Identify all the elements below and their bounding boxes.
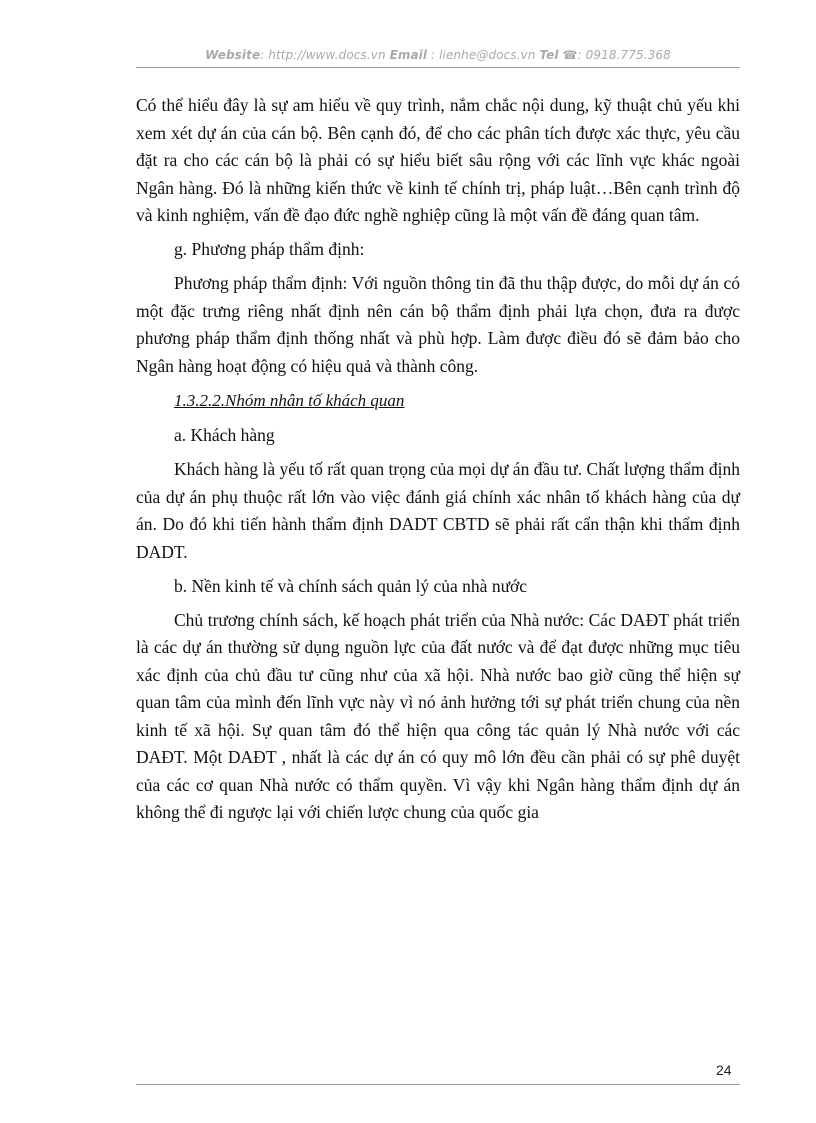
tel-number: : 0918.775.368 (577, 48, 671, 62)
section-heading: 1.3.2.2.Nhóm nhân tố khách quan (174, 390, 405, 410)
paragraph-method: Phương pháp thẩm định: Với nguồn thông tin đã thu thập được, do mỗi dự án có một đặc trưng riêng nhất định nên cán bộ thẩm định phải lựa chọn, đưa ra được phương pháp thẩm định thống nhất và phù hợp. Làm được điều đó sẽ đảm bảo cho Ngân hàng hoạt động có hiệu quả và thành công. (136, 273, 740, 376)
email-address: lienhe@docs.vn (439, 48, 536, 62)
website-label: Website (205, 48, 261, 62)
subheading-g: g. Phương pháp thẩm định: (174, 239, 365, 259)
footer-divider (136, 1084, 740, 1085)
website-separator: : (260, 48, 269, 62)
paragraph-customer: Khách hàng là yếu tố rất quan trọng của mọi dự án đầu tư. Chất lượng thẩm định của dự án phụ thuộc rất lớn vào việc đánh giá chính xác nhân tố khách hàng của dự án. Do đó khi tiến hành thẩm định DADT CBTD sẽ phải rất cẩn thận khi thẩm định DADT. (136, 459, 740, 562)
email-separator: : (427, 48, 440, 62)
email-label: Email (389, 48, 428, 62)
document-body (136, 92, 740, 833)
page-header (136, 48, 740, 62)
page-number: 24 (716, 1062, 732, 1078)
subheading-b: b. Nền kinh tế và chính sách quản lý của nhà nước (174, 575, 528, 596)
website-url: http://www.docs.vn (268, 48, 386, 62)
paragraph-intro: Có thể hiểu đây là sự am hiểu về quy trình, nắm chắc nội dung, kỹ thuật chủ yếu khi xem xét dự án của cán bộ. Bên cạnh đó, để cho các phân tích được xác thực, yêu cầu đặt ra cho các cán bộ là phải có sự hiểu biết sâu rộng với các lĩnh vực khác ngoài Ngân hàng. Đó là những kiến thức về kinh tế chính trị, pháp luật…Bên cạnh trình độ và kinh nghiệm, vấn đề đạo đức nghề nghiệp cũng là một vấn đề đáng quan tâm. (136, 95, 740, 225)
subheading-a: a. Khách hàng (174, 425, 275, 445)
header-divider (136, 67, 740, 68)
tel-label: Tel (539, 48, 559, 62)
paragraph-policy: Chủ trương chính sách, kế hoạch phát triển của Nhà nước: Các DAĐT phát triển là các dự án thường sử dụng nguồn lực của đất nước và để đạt được những mục tiêu xác định của chủ đầu tư cũng như của xã hội. Nhà nước bao giờ cũng thể hiện sự quan tâm của mình đến lĩnh vực này vì nó ảnh hưởng tới sự phát triển chung của nền kinh tế xã hội. Sự quan tâm đó thể hiện qua công tác quản lý Nhà nước với các DAĐT. Một DAĐT , nhất là các dự án có quy mô lớn đều cần phải có sự phê duyệt của các cơ quan Nhà nước có thẩm quyền. Vì vậy khi Ngân hàng thẩm định dự án không thể đi ngược lại với chiến lược chung của quốc gia (136, 609, 740, 822)
phone-icon: ☎ (562, 48, 578, 62)
